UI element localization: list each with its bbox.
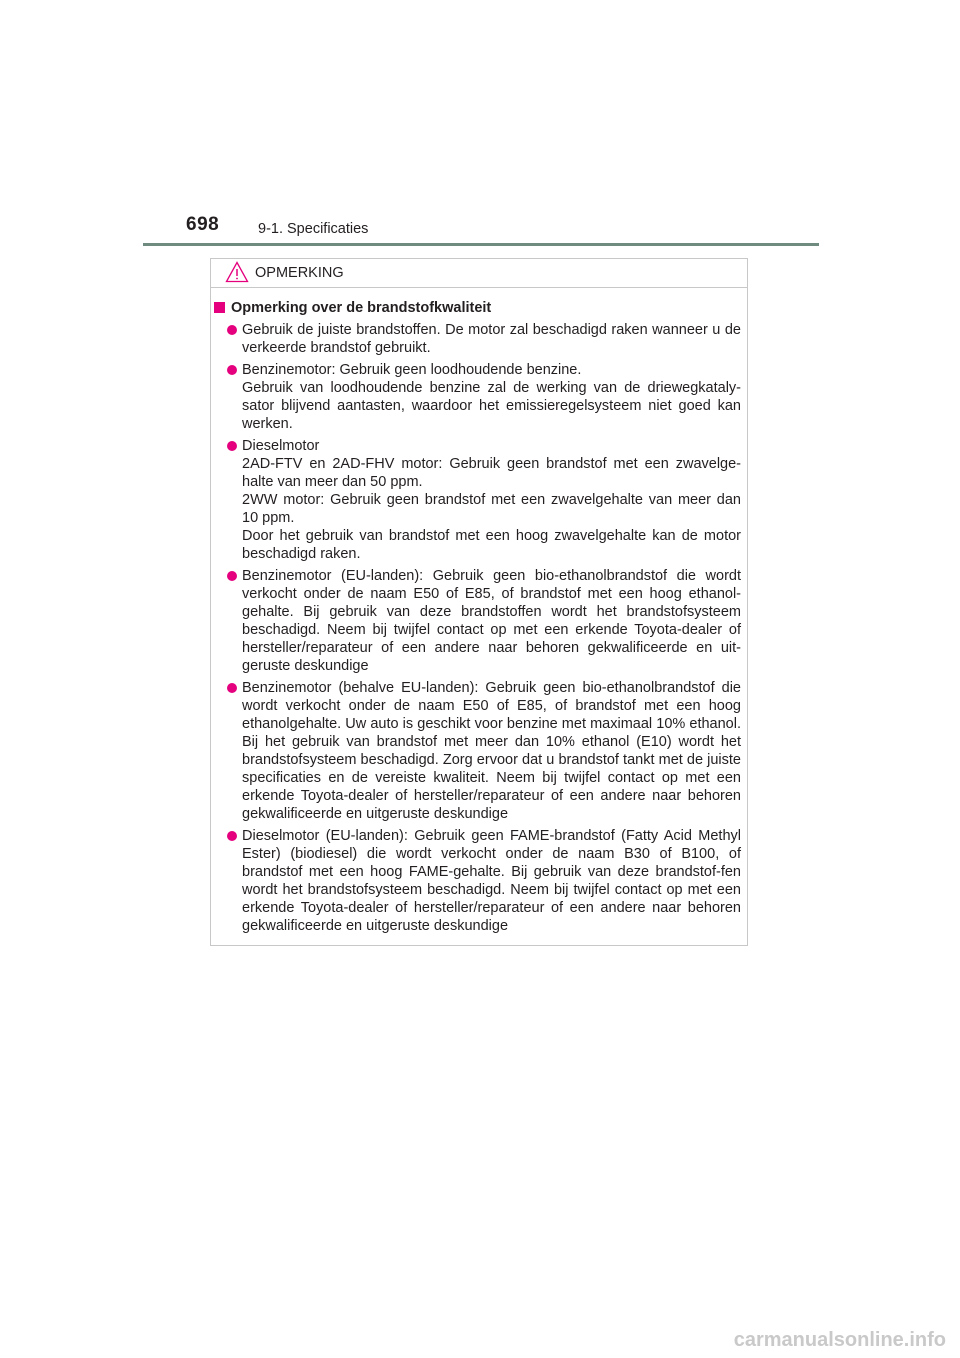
notice-subheading (211, 299, 747, 317)
list-item (211, 567, 747, 675)
list-item-text: Benzinemotor: Gebruik geen loodhoudende benzine. (242, 362, 582, 378)
list-item (211, 679, 747, 823)
list-item (211, 437, 747, 563)
list-item (211, 321, 747, 357)
bullet-dot-icon (227, 325, 237, 335)
notice-header (211, 259, 747, 288)
list-item-text: Gebruik de juiste brandstoffen. De motor zal beschadigd raken wanneer u de verkeerde brandstof gebruikt. (242, 322, 741, 356)
bullet-dot-icon (227, 683, 237, 693)
notice-box (210, 258, 748, 946)
warning-triangle-icon (225, 261, 249, 283)
list-item-text: Door het gebruik van brandstof met een hoog zwavelgehalte kan de motor beschadigd raken. (242, 528, 741, 562)
list-item (211, 361, 747, 433)
list-item (211, 827, 747, 935)
bullet-dot-icon (227, 831, 237, 841)
list-item-text: Dieselmotor (242, 438, 320, 454)
list-item-text: Benzinemotor (EU-landen): Gebruik geen bio-ethanolbrandstof die wordt verkocht onder de naam E50 of E85, of brandstof met een hoog ethanol-gehalte. Bij gebruik van deze brandstoffen wordt het brandstofsysteem beschadigd. Neem bij twijfel contact op met een erkende Toyota-dealer of hersteller/reparateur of een andere naar behoren gekwalificeerde en uit-geruste deskundige (242, 568, 741, 674)
list-item-text: 2WW motor: Gebruik geen brandstof met een zwavelgehalte van meer dan 10 ppm. (242, 492, 741, 526)
list-item-text: Gebruik van loodhoudende benzine zal de werking van de driewegkataly-sator blijvend aantasten, waardoor het emissieregelsysteem niet goed kan werken. (242, 380, 741, 432)
header-rule (143, 243, 819, 246)
bullet-dot-icon (227, 365, 237, 375)
section-title: 9-1. Specificaties (258, 221, 369, 237)
notice-title: OPMERKING (255, 265, 344, 281)
subheading-text: Opmerking over de brandstofkwaliteit (231, 300, 492, 316)
list-item-text: Dieselmotor (EU-landen): Gebruik geen FAME-brandstof (Fatty Acid Methyl Ester) (biodiesel) die wordt verkocht onder de naam B30 of B100, of brandstof met een hoog FAME-gehalte. Bij gebruik van deze brandstof-fen wordt het brandstofsysteem beschadigd. Neem bij twijfel contact op met een erkende Toyota-dealer of hersteller/reparateur of een andere naar behoren gekwalificeerde en uitgeruste deskundige (242, 828, 741, 934)
bullet-dot-icon (227, 441, 237, 451)
notice-body (211, 299, 747, 939)
square-bullet-icon (214, 302, 225, 313)
watermark: carmanualsonline.info (733, 1329, 946, 1351)
bullet-dot-icon (227, 571, 237, 581)
list-item-text: 2AD-FTV en 2AD-FHV motor: Gebruik geen brandstof met een zwavelge-halte van meer dan 50 ppm. (242, 456, 741, 490)
bullet-list (211, 321, 747, 935)
list-item-text: Benzinemotor (behalve EU-landen): Gebruik geen bio-ethanolbrandstof die wordt verkocht onder de naam E50 of E85, of brandstof met een hoog ethanolgehalte. Uw auto is geschikt voor benzine met maximaal 10% ethanol. Bij het gebruik van brandstof met meer dan 10% ethanol (E10) wordt het brandstofsysteem beschadigd. Zorg ervoor dat u brandstof tankt met de juiste specificaties en de vereiste kwaliteit. Neem bij twijfel contact op met een erkende Toyota-dealer of hersteller/reparateur of een andere naar behoren gekwalificeerde en uitgeruste deskundige (242, 680, 741, 822)
page-number: 698 (186, 214, 220, 235)
